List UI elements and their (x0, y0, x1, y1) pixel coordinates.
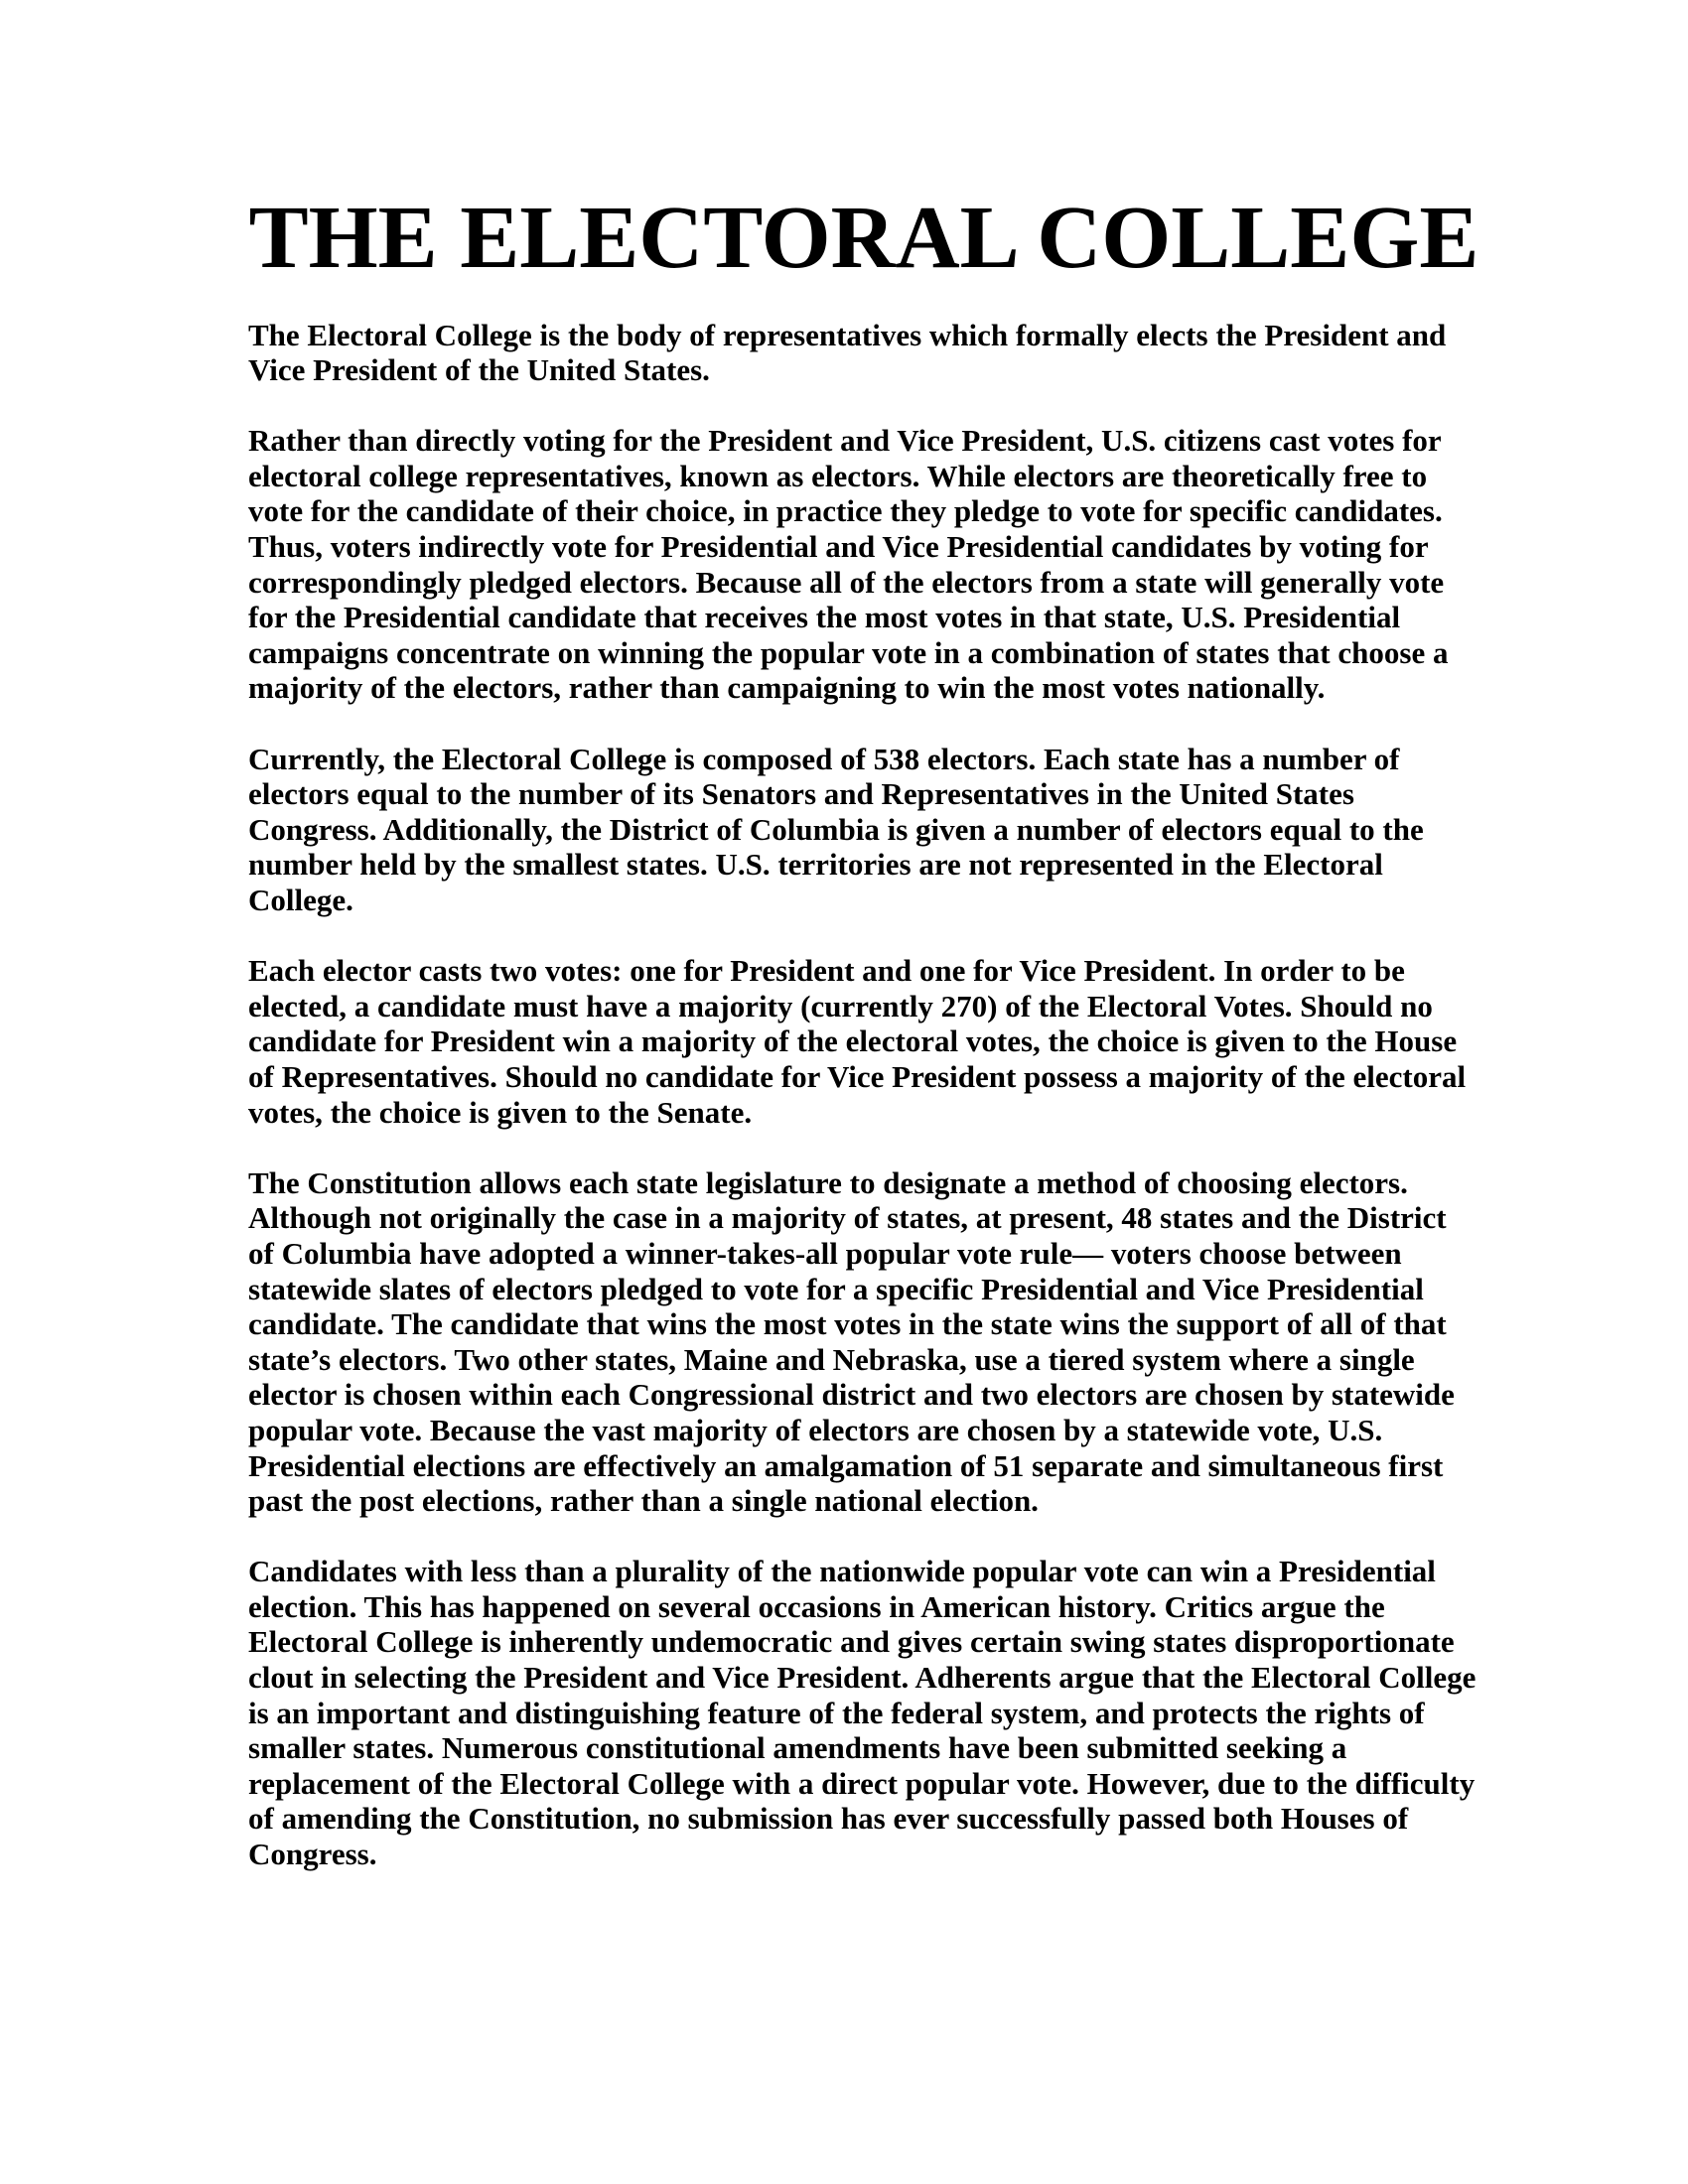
paragraph-indirect-voting: Rather than directly voting for the President and Vice President, U.S. citizens cast votes for electoral college representatives, known as electors. While electors are theoretically free to vote for the candidate of their choice, in practice they pledge to vote for specific candidates. Thus, voters indirectly vote for Presidential and Vice Presidential candidates by voting for correspondingly pledged electors. Because all of the electors from a state will generally vote for the Presidential candidate that receives the most votes in that state, U.S. Presidential campaigns concentrate on winning the popular vote in a combination of states that choose a majority of the electors, rather than campaigning to win the most votes nationally. (248, 423, 1449, 706)
paragraph-elector-votes: Each elector casts two votes: one for President and one for Vice President. In order to be elected, a candidate must have a majority (currently 270) of the Electoral Votes. Should no candidate for President win a majority of the electoral votes, the choice is given to the House of Representatives. Should no candidate for Vice President possess a majority of the electoral votes, the choice is given to the Senate. (248, 953, 1467, 1130)
paragraph-criticism: Candidates with less than a plurality of the nationwide popular vote can win a Presidential election. This has happened on several occasions in American history. Critics argue the Electoral College is inherently undemocratic and gives certain swing states disproportionate clout in selecting the President and Vice President. Adherents argue that the Electoral College is an important and distinguishing feature of the federal system, and protects the rights of smaller states. Numerous constitutional amendments have been submitted seeking a replacement of the Electoral College with a direct popular vote. However, due to the difficulty of amending the Constitution, no submission has ever successfully passed both Houses of Congress. (248, 1554, 1477, 1872)
paragraph-composition: Currently, the Electoral College is composed of 538 electors. Each state has a number of electors equal to the number of its Senators and Representatives in the United States Congress. Additionally, the District of Columbia is given a number of electors equal to the number held by the smallest states. U.S. territories are not represented in the Electoral College. (248, 741, 1424, 917)
document-title: THE ELECTORAL COLLEGE (248, 189, 1479, 287)
paragraph-state-methods: The Constitution allows each state legislature to designate a method of choosing electors. Although not originally the case in a majority of states, at present, 48 states and the District of Columbia have adopted a winner-takes-all popular vote rule— voters choose between statewide slates of electors pledged to vote for a specific Presidential and Vice Presidential candidate. The candidate that wins the most votes in the state wins the support of all of that state’s electors. Two other states, Maine and Nebraska, use a tiered system where a single elector is chosen within each Congressional district and two electors are chosen by statewide popular vote. Because the vast majority of electors are chosen by a statewide vote, U.S. Presidential elections are effectively an amalgamation of 51 separate and simultaneous first past the post elections, rather than a single national election. (248, 1164, 1455, 1519)
paragraph-intro: The Electoral College is the body of representatives which formally elects the President and Vice President of the United States. (248, 317, 1447, 388)
